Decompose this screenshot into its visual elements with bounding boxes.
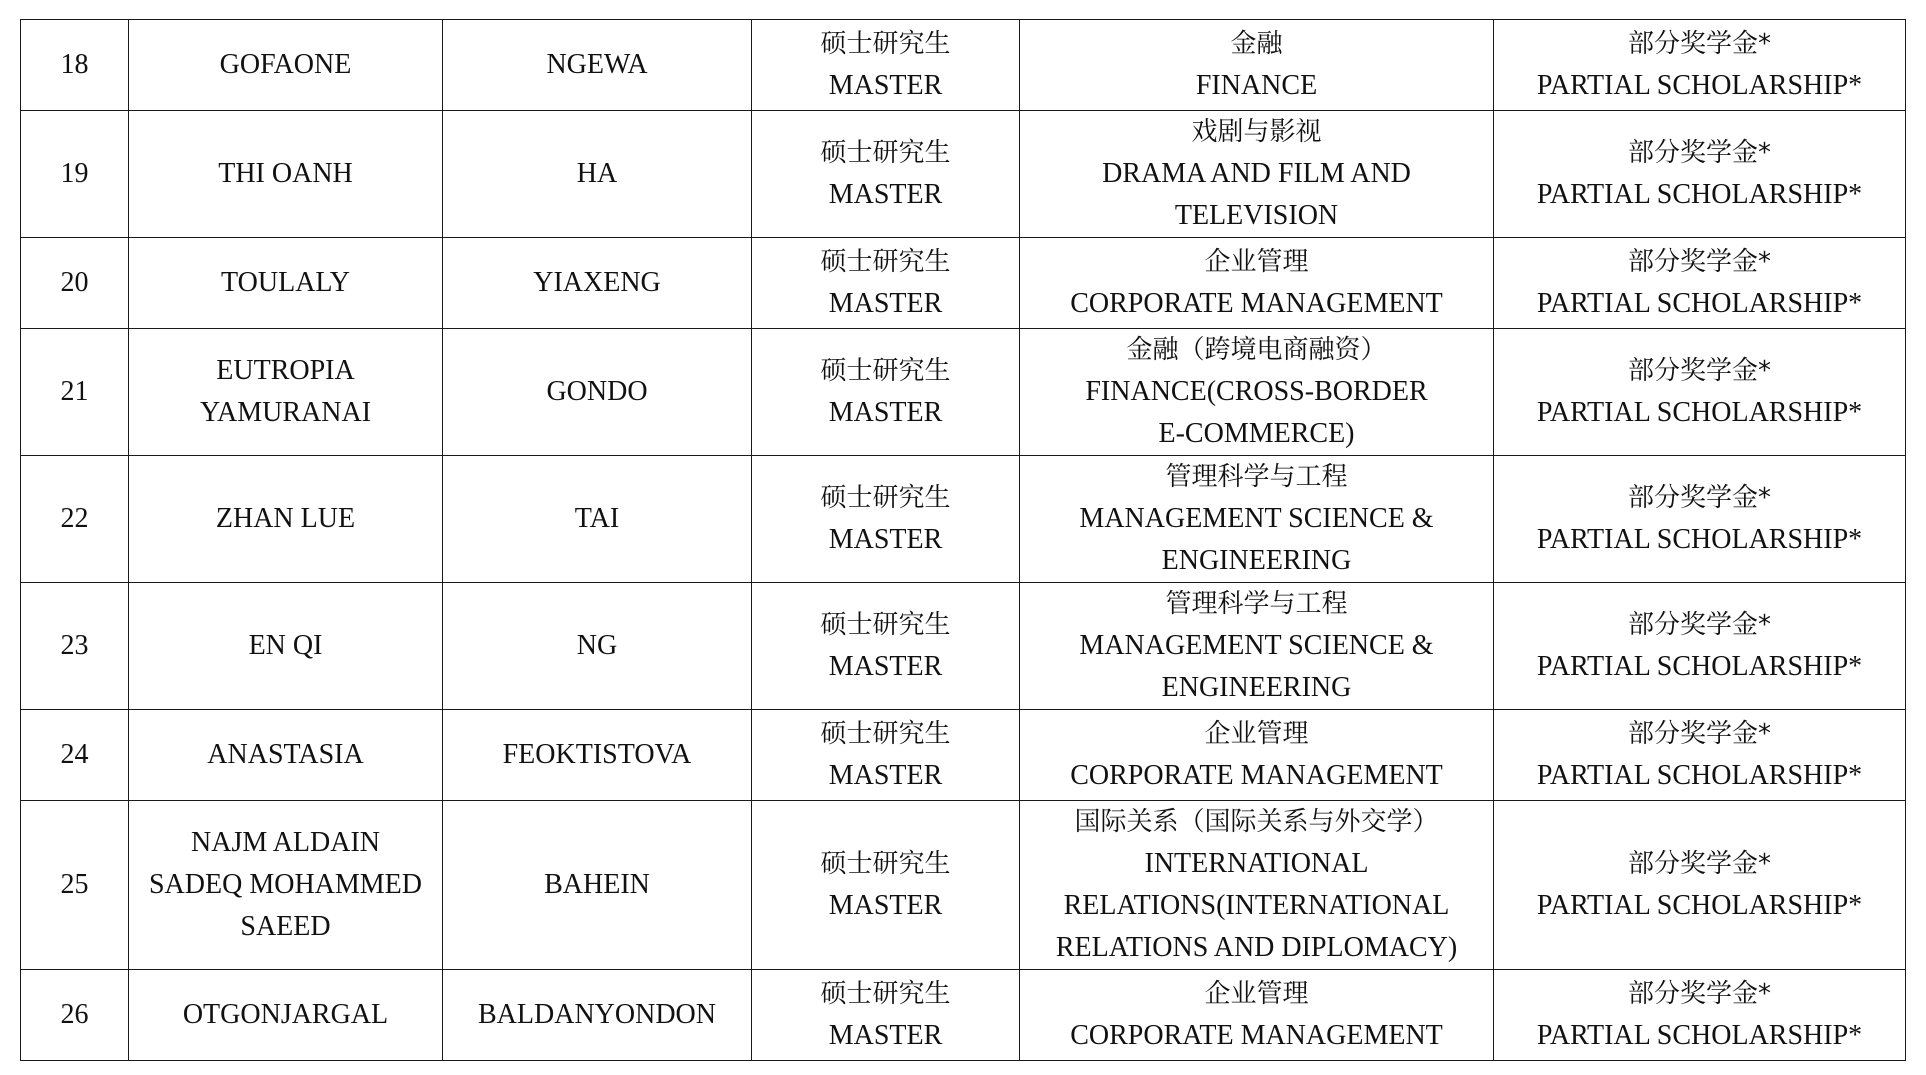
scholarship-chinese: 部分奖学金* [1627, 610, 1771, 640]
scholarship-english: PARTIAL SCHOLARSHIP* [1536, 1020, 1863, 1051]
given-name-line: ANASTASIA [207, 739, 364, 770]
row-number: 25 [60, 869, 89, 900]
major-chinese: 管理科学与工程 [1165, 462, 1348, 492]
major-english-line: RELATIONS(INTERNATIONAL [1063, 890, 1450, 921]
given-name-cell [129, 970, 443, 1061]
major-cell [1020, 801, 1494, 970]
scholarship-chinese: 部分奖学金* [1627, 483, 1771, 513]
scholarship-english: PARTIAL SCHOLARSHIP* [1536, 70, 1863, 101]
given-name-line: SADEQ MOHAMMED [148, 869, 422, 900]
degree-chinese: 硕士研究生 [820, 849, 951, 879]
degree-english: MASTER [828, 651, 943, 682]
scholarship-english: PARTIAL SCHOLARSHIP* [1536, 397, 1863, 428]
row-number-cell [21, 583, 129, 710]
table-row [21, 20, 1906, 111]
degree-chinese: 硕士研究生 [820, 247, 951, 277]
scholarship-cell [1494, 111, 1906, 238]
family-name-line: GONDO [546, 376, 648, 407]
major-chinese: 企业管理 [1204, 247, 1309, 277]
family-name-cell [443, 329, 752, 456]
degree-chinese: 硕士研究生 [820, 979, 951, 1009]
given-name-cell [129, 238, 443, 329]
row-number: 21 [60, 376, 89, 407]
scholarship-english: PARTIAL SCHOLARSHIP* [1536, 760, 1863, 791]
degree-english: MASTER [828, 760, 943, 791]
row-number-cell [21, 329, 129, 456]
major-cell [1020, 710, 1494, 801]
degree-chinese: 硕士研究生 [820, 719, 951, 749]
degree-cell [752, 970, 1020, 1061]
row-number-cell [21, 710, 129, 801]
table-row [21, 329, 1906, 456]
degree-chinese: 硕士研究生 [820, 356, 951, 386]
scholarship-chinese: 部分奖学金* [1627, 247, 1771, 277]
degree-cell [752, 111, 1020, 238]
major-english-line: CORPORATE MANAGEMENT [1070, 760, 1443, 791]
given-name-cell [129, 111, 443, 238]
scholarship-english: PARTIAL SCHOLARSHIP* [1536, 890, 1863, 921]
given-name-line: THI OANH [218, 158, 353, 189]
family-name-cell [443, 20, 752, 111]
given-name-line: TOULALY [221, 267, 350, 298]
given-name-cell [129, 20, 443, 111]
degree-cell [752, 238, 1020, 329]
family-name-line: YIAXENG [533, 267, 661, 298]
family-name-cell [443, 111, 752, 238]
family-name-cell [443, 710, 752, 801]
scholarship-english: PARTIAL SCHOLARSHIP* [1536, 524, 1863, 555]
given-name-line: SAEED [240, 911, 331, 942]
table-body [21, 20, 1906, 1061]
family-name-line: NG [576, 630, 618, 661]
degree-cell [752, 456, 1020, 583]
scholarship-cell [1494, 710, 1906, 801]
table-row [21, 111, 1906, 238]
table-row [21, 238, 1906, 329]
row-number-cell [21, 111, 129, 238]
scholarship-cell [1494, 456, 1906, 583]
given-name-line: EN QI [248, 630, 323, 661]
given-name-cell [129, 329, 443, 456]
scholarship-cell [1494, 970, 1906, 1061]
family-name-line: TAI [574, 503, 620, 534]
row-number: 18 [60, 49, 89, 80]
scholarship-english: PARTIAL SCHOLARSHIP* [1536, 288, 1863, 319]
table-row [21, 583, 1906, 710]
major-chinese: 国际关系（国际关系与外交学） [1074, 807, 1439, 837]
degree-english: MASTER [828, 179, 943, 210]
major-english-line: FINANCE(CROSS-BORDER [1085, 376, 1428, 407]
major-cell [1020, 583, 1494, 710]
degree-chinese: 硕士研究生 [820, 29, 951, 59]
family-name-cell [443, 456, 752, 583]
major-chinese: 企业管理 [1204, 979, 1309, 1009]
scholarship-table [20, 19, 1906, 1061]
major-chinese: 管理科学与工程 [1165, 589, 1348, 619]
degree-cell [752, 329, 1020, 456]
family-name-cell [443, 238, 752, 329]
degree-english: MASTER [828, 890, 943, 921]
given-name-line: YAMURANAI [199, 397, 372, 428]
scholarship-cell [1494, 801, 1906, 970]
degree-cell [752, 583, 1020, 710]
given-name-cell [129, 456, 443, 583]
given-name-cell [129, 801, 443, 970]
given-name-cell [129, 583, 443, 710]
row-number: 20 [60, 267, 89, 298]
given-name-line: ZHAN LUE [215, 503, 356, 534]
major-english-line: ENGINEERING [1161, 672, 1352, 703]
row-number: 22 [60, 503, 89, 534]
row-number: 23 [60, 630, 89, 661]
row-number-cell [21, 801, 129, 970]
family-name-cell [443, 970, 752, 1061]
table-row [21, 456, 1906, 583]
scholarship-chinese: 部分奖学金* [1627, 356, 1771, 386]
family-name-line: HA [576, 158, 618, 189]
degree-cell [752, 710, 1020, 801]
scholarship-cell [1494, 238, 1906, 329]
major-english-line: CORPORATE MANAGEMENT [1070, 288, 1443, 319]
table-row [21, 801, 1906, 970]
row-number-cell [21, 20, 129, 111]
degree-english: MASTER [828, 70, 943, 101]
degree-chinese: 硕士研究生 [820, 483, 951, 513]
scholarship-cell [1494, 20, 1906, 111]
degree-english: MASTER [828, 524, 943, 555]
major-cell [1020, 970, 1494, 1061]
major-chinese: 金融 [1230, 29, 1283, 59]
family-name-cell [443, 801, 752, 970]
major-english-line: INTERNATIONAL [1144, 848, 1369, 879]
degree-chinese: 硕士研究生 [820, 610, 951, 640]
given-name-line: GOFAONE [219, 49, 352, 80]
row-number: 26 [60, 999, 89, 1030]
given-name-cell [129, 710, 443, 801]
degree-english: MASTER [828, 288, 943, 319]
family-name-cell [443, 583, 752, 710]
major-cell [1020, 456, 1494, 583]
row-number: 24 [60, 739, 89, 770]
major-english-line: CORPORATE MANAGEMENT [1070, 1020, 1443, 1051]
major-cell [1020, 20, 1494, 111]
major-cell [1020, 329, 1494, 456]
major-english-line: DRAMA AND FILM AND [1102, 158, 1411, 189]
given-name-line: EUTROPIA [216, 355, 355, 386]
scholarship-english: PARTIAL SCHOLARSHIP* [1536, 179, 1863, 210]
scholarship-english: PARTIAL SCHOLARSHIP* [1536, 651, 1863, 682]
row-number-cell [21, 970, 129, 1061]
scholarship-chinese: 部分奖学金* [1627, 979, 1771, 1009]
given-name-line: OTGONJARGAL [182, 999, 389, 1030]
major-english-line: TELEVISION [1174, 200, 1339, 231]
major-english-line: MANAGEMENT SCIENCE & [1079, 630, 1434, 661]
degree-english: MASTER [828, 1020, 943, 1051]
scholarship-chinese: 部分奖学金* [1627, 719, 1771, 749]
major-cell [1020, 111, 1494, 238]
table-row [21, 710, 1906, 801]
degree-chinese: 硕士研究生 [820, 138, 951, 168]
row-number: 19 [60, 158, 89, 189]
major-chinese: 金融（跨境电商融资） [1126, 335, 1387, 365]
scholarship-chinese: 部分奖学金* [1627, 849, 1771, 879]
major-english-line: E-COMMERCE) [1158, 418, 1355, 449]
scholarship-cell [1494, 583, 1906, 710]
degree-cell [752, 20, 1020, 111]
major-english-line: ENGINEERING [1161, 545, 1352, 576]
major-english-line: MANAGEMENT SCIENCE & [1079, 503, 1434, 534]
row-number-cell [21, 456, 129, 583]
degree-english: MASTER [828, 397, 943, 428]
family-name-line: BAHEIN [544, 869, 650, 900]
scholarship-chinese: 部分奖学金* [1627, 29, 1771, 59]
family-name-line: FEOKTISTOVA [502, 739, 692, 770]
scholarship-chinese: 部分奖学金* [1627, 138, 1771, 168]
scholarship-cell [1494, 329, 1906, 456]
row-number-cell [21, 238, 129, 329]
major-cell [1020, 238, 1494, 329]
given-name-line: NAJM ALDAIN [191, 827, 380, 858]
major-chinese: 戏剧与影视 [1191, 117, 1322, 147]
major-chinese: 企业管理 [1204, 719, 1309, 749]
table-row [21, 970, 1906, 1061]
major-english-line: FINANCE [1195, 70, 1318, 101]
major-english-line: RELATIONS AND DIPLOMACY) [1055, 932, 1458, 963]
family-name-line: NGEWA [546, 49, 648, 80]
degree-cell [752, 801, 1020, 970]
family-name-line: BALDANYONDON [478, 999, 716, 1030]
